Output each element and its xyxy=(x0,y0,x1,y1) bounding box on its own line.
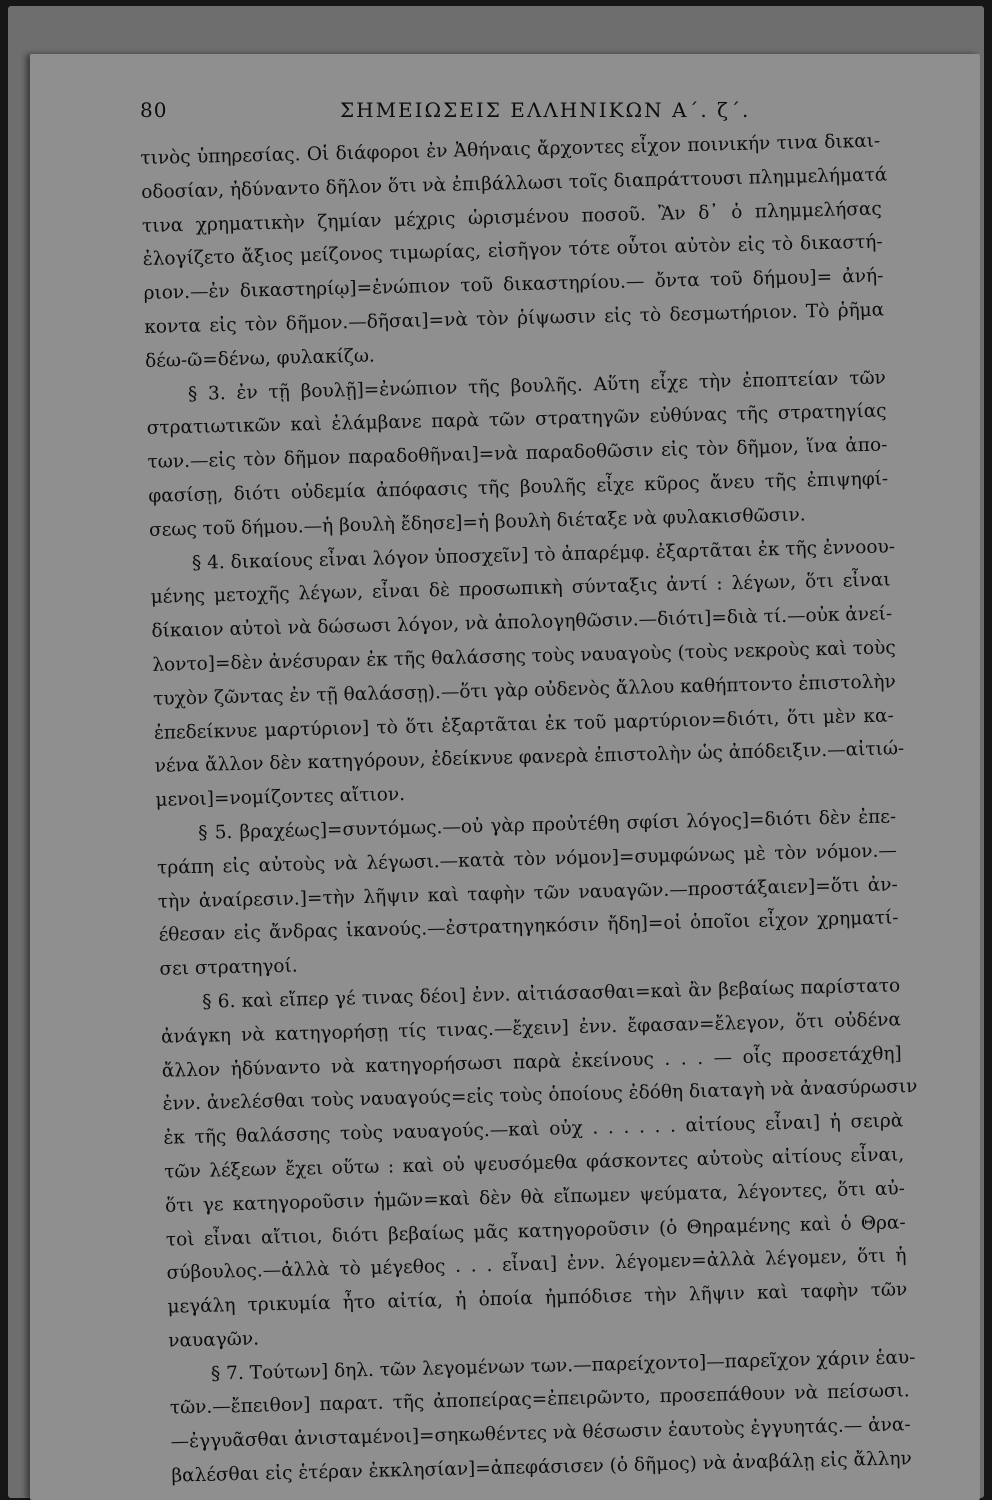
text-line: ὅτι γε κατηγοροῦσιν ἡμῶν=καὶ δὲν θὰ εἴπωμεν ψεύματα, λέγοντες, ὅτι αὐ- xyxy=(164,1177,906,1217)
text-line: μεγάλη τρικυμία ἦτο αἰτία, ἡ ὁποία ἠμπόδισε τὴν λῆψιν καὶ ταφὴν τῶν xyxy=(167,1279,908,1318)
text-line: μένης μετοχῆς λέγων, εἶναι δὲ προσωπικὴ σύνταξις ἀντί : λέγων, ὅτι εἶναι xyxy=(150,569,891,609)
text-line: § 7. Τούτων] δηλ. τῶν λεγομένων των.—παρείχοντο]—παρεῖχον χάριν ἑαυ- xyxy=(210,1346,916,1385)
text-line: τινὸς ὑπηρεσίας. Οἱ διάφοροι ἐν Ἀθήναις ἄρχοντες εἶχον ποινικήν τινα δικαι- xyxy=(140,130,881,169)
text-line: τοὶ εἶναι αἴτιοι, διότι βεβαίως μᾶς κατηγοροῦσιν (ὁ Θηραμένης καὶ ὁ Θρα- xyxy=(165,1211,906,1251)
text-line: § 6. καὶ εἴπερ γέ τινας δέοι] ἐνν. αἰτιάσασθαι=καὶ ἂν βεβαίως παρίστατο xyxy=(202,975,901,1013)
text-line: νένα ἄλλον δὲν κατηγόρουν, ἐδείκνυε φανερὰ ἐπιστολὴν ὡς ἀπόδειξιν.—αἰτιώ- xyxy=(154,738,905,778)
text-line: τινα χρηματικὴν ζημίαν μέχρις ὡρισμένου ποσοῦ. Ἂν δ᾽ ὁ πλημμελήσας xyxy=(141,198,883,237)
text-line: σεως τοῦ δήμου.—ἡ βουλὴ ἔδησε]=ἡ βουλὴ διέταξε νὰ φυλακισθῶσιν. xyxy=(148,504,806,541)
text-line: στρατιωτικῶν καὶ ἐλάμβανε παρὰ τῶν στρατηγῶν εὐθύνας τῆς στρατηγίας xyxy=(146,400,887,440)
text-line: ἀνάγκη νὰ κατηγορήσῃ τίς τινας.—ἔχειν] ἐνν. ἔφασαν=ἔλεγον, ὅτι οὐδένα xyxy=(160,1009,902,1048)
text-line: μενοι]=νομίζοντες αἴτιον. xyxy=(155,784,406,811)
body-text xyxy=(140,124,942,1494)
text-line: ναυαγῶν. xyxy=(168,1328,260,1352)
text-line: έθεσαν εἰς ἄνδρας ἱκανούς.—ἐστρατηγηκόσιν ἤδη]=οἱ ὁποῖοι εἶχον χρηματί- xyxy=(158,907,899,947)
text-line: § 5. βραχέως]=συντόμως.—οὐ γὰρ προὐτέθη σφίσι λόγος]=διότι δὲν ἐπε- xyxy=(198,806,897,844)
text-line: σύβουλος.—ἀλλὰ τὸ μέγεθος . . . εἶναι] ἐνν. λέγομεν=ἀλλὰ λέγομεν, ὅτι ἡ xyxy=(166,1245,907,1284)
text-line: τράπη εἰς αὐτοὺς νὰ λέγωσι.—κατὰ τὸν νόμον]=συμφώνως μὲ τὸν νόμον.— xyxy=(156,840,898,879)
text-line: —ἐγγυᾶσθαι ἀνισταμένοι]=σηκωθέντες νὰ θέσωσιν ἑαυτοὺς ἐγγυητάς.— ἀνα- xyxy=(170,1414,911,1453)
text-line: ἐλογίζετο ἄξιος μείζονος τιμωρίας, εἰσῆγον τότε οὗτοι αὐτὸν εἰς τὸ δικαστή- xyxy=(142,231,883,271)
text-line: τὴν ἀναίρεσιν.]=τὴν λῆψιν καὶ ταφὴν τῶν ναυαγῶν.—προστάξαιεν]=ὅτι ἀν- xyxy=(157,873,898,913)
running-title: ΣΗΜΕΙΩΣΕΙΣ ΕΛΛΗΝΙΚΩΝ Α΄. ζ΄. xyxy=(340,98,751,122)
text-line: λοντο]=δὲν ἀνέσυραν ἐκ τῆς θαλάσσης τοὺς ναυαγοὺς (τοὺς νεκροὺς καὶ τοὺς xyxy=(152,637,896,676)
text-line: δίκαιον αὐτοὶ νὰ δώσωσι λόγον, νὰ ἀπολογηθῶσιν.—διότι]=διὰ τί.—οὐκ ἀνεί- xyxy=(151,603,893,643)
text-line: οδοσίαν, ἠδύναντο δῆλον ὅτι νὰ ἐπιβάλλωσι τοῖς διαπράττουσι πλημμελήματά xyxy=(140,164,888,203)
text-line: τῶν λέξεων ἔχει οὕτω : καὶ οὐ ψευσόμεθα φάσκοντες αὐτοὺς αἰτίους εἶναι, xyxy=(164,1144,905,1183)
text-line: § 3. ἐν τῇ βουλῇ]=ἐνώπιον τῆς βουλῆς. Αὕτη εἶχε τὴν ἐποπτείαν τῶν xyxy=(187,367,887,405)
page-number: 80 xyxy=(140,98,168,122)
text-line: των.—εἰς τὸν δῆμον παραδοθῆναι]=νὰ παραδοθῶσιν εἰς τὸν δῆμον, ἵνα ἀπο- xyxy=(147,434,888,474)
text-line: τυχὸν ζῶντας ἐν τῇ θαλάσσῃ).—ὅτι γὰρ οὐδενὸς ἄλλου καθήπτοντο ἐπιστολὴν xyxy=(152,671,896,710)
text-line: τῶν.—ἔπειθον] παρατ. τῆς ἀποπείρας=ἐπειρῶντο, προσεπάθουν νὰ πείσωσι. xyxy=(169,1380,910,1420)
text-line: ἐνν. ἀνελέσθαι τοὺς ναυαγούς=εἰς τοὺς ὁποίους ἐδόθη διαταγὴ νὰ ἀνασύρωσιν xyxy=(162,1076,918,1116)
text-line: φασίσῃ, διότι οὐδεμία ἀπόφασις τῆς βουλῆς εἶχε κῦρος ἄνευ τῆς ἐπιψηφί- xyxy=(148,468,889,507)
text-line: ἐπεδείκνυε μαρτύριον] τὸ ὅτι ἐξαρτᾶται ἐκ τοῦ μαρτύριον=διότι, ὅτι μὲν κα- xyxy=(153,704,894,744)
text-line: σει στρατηγοί. xyxy=(159,955,298,980)
text-line: βαλέσθαι εἰς ἑτέραν ἐκκλησίαν]=ἀπεφάσισεν (ὁ δῆμος) νὰ ἀναβάλῃ εἰς ἄλλην xyxy=(171,1448,912,1487)
text-line: ριον.—ἐν δικαστηρίῳ]=ἐνώπιον τοῦ δικαστηρίου.— ὄντα τοῦ δήμου]= ἀνή- xyxy=(143,265,884,305)
text-line: § 4. δικαίους εἶναι λόγον ὑποσχεῖν] τὸ ἀπαρέμφ. ἐξαρτᾶται ἐκ τῆς ἐννοου- xyxy=(191,535,896,574)
text-line: κοντα εἰς τὸν δῆμον.—δῆσαι]=νὰ τὸν ῥίψωσιν εἰς τὸ δεσμωτήριον. Τὸ ῥῆμα xyxy=(144,299,885,338)
text-line: ἄλλον ἠδύναντο νὰ κατηγορήσωσι παρὰ ἐκείνους . . . — οἷς προσετάχθη] xyxy=(161,1042,902,1082)
page-content xyxy=(140,98,918,1494)
text-line: δέω-ῶ=δένω, φυλακίζω. xyxy=(144,345,376,372)
text-line: ἐκ τῆς θαλάσσης τοὺς ναυαγούς.—καὶ οὐχ . . . . . . αἰτίους εἶναι] ἡ σειρὰ xyxy=(163,1110,904,1149)
